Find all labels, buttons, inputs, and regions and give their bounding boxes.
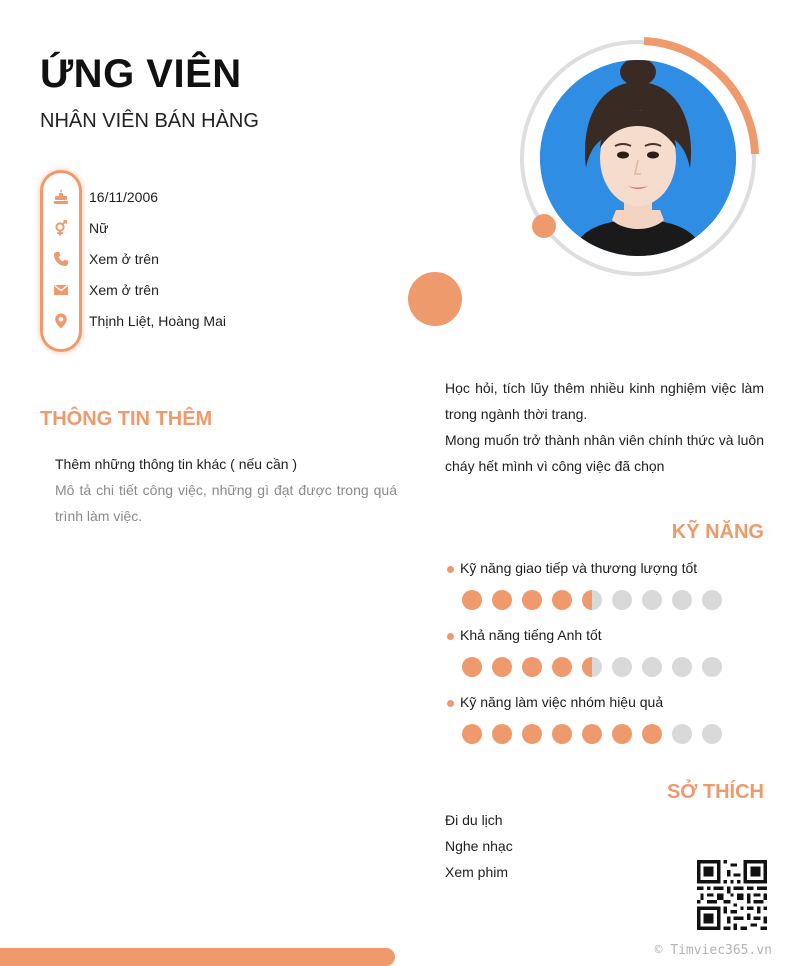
rating-dot xyxy=(552,657,572,677)
rating-dot xyxy=(672,657,692,677)
brand-watermark: © Timviec365.vn xyxy=(654,943,772,958)
footer-accent-bar xyxy=(0,948,395,966)
job-title: NHÂN VIÊN BÁN HÀNG xyxy=(40,110,259,132)
skill-name: Kỹ năng làm việc nhóm hiệu quả xyxy=(460,694,664,710)
bullet-icon xyxy=(447,633,454,640)
rating-dot xyxy=(462,657,482,677)
skill-name: Kỹ năng giao tiếp và thương lượng tốt xyxy=(460,560,698,576)
rating-dot xyxy=(702,657,722,677)
candidate-name: ỨNG VIÊN xyxy=(40,52,242,96)
bullet-icon xyxy=(447,566,454,573)
rating-dot xyxy=(702,724,722,744)
contact-item-email xyxy=(52,278,159,302)
decorative-dot-small xyxy=(532,214,556,238)
rating-dot xyxy=(462,724,482,744)
skills-title: KỸ NĂNG xyxy=(671,521,764,543)
objective-line: Mong muốn trở thành nhân viên chính thức và luôn cháy hết mình vì công việc đã chọn xyxy=(445,432,764,474)
gender-icon xyxy=(52,219,70,237)
location-icon xyxy=(52,312,70,330)
rating-dot xyxy=(552,590,572,610)
contact-phone: Xem ở trên xyxy=(89,251,159,267)
rating-dot xyxy=(672,724,692,744)
rating-dot xyxy=(642,724,662,744)
rating-dot xyxy=(492,657,512,677)
bullet-icon xyxy=(447,700,454,707)
hobby-item: Nghe nhạc xyxy=(445,838,513,854)
rating-dot xyxy=(612,590,632,610)
rating-dot xyxy=(642,657,662,677)
email-icon xyxy=(52,281,70,299)
hobby-item: Xem phim xyxy=(445,864,509,880)
rating-dot xyxy=(672,590,692,610)
qr-code xyxy=(697,860,767,930)
rating-dot xyxy=(612,724,632,744)
rating-dot xyxy=(612,657,632,677)
rating-dot xyxy=(492,724,512,744)
decorative-dot-large xyxy=(408,272,462,326)
rating-dot xyxy=(522,590,542,610)
rating-dot xyxy=(522,657,542,677)
contact-address: Thịnh Liệt, Hoàng Mai xyxy=(89,313,226,329)
avatar xyxy=(540,60,736,256)
more-info-title: THÔNG TIN THÊM xyxy=(40,408,213,430)
phone-icon xyxy=(52,250,70,268)
more-info-heading: Thêm những thông tin khác ( nếu cần ) xyxy=(55,456,298,472)
contact-item-phone xyxy=(52,247,159,271)
birthday-cake-icon xyxy=(52,188,70,206)
rating-dot xyxy=(522,724,542,744)
rating-dot xyxy=(642,590,662,610)
rating-dot xyxy=(582,657,602,677)
contact-birthday: 16/11/2006 xyxy=(89,189,159,205)
contact-gender: Nữ xyxy=(89,220,109,236)
rating-dot xyxy=(702,590,722,610)
rating-dot xyxy=(582,590,602,610)
rating-dot xyxy=(492,590,512,610)
hobby-item: Đi du lịch xyxy=(445,812,503,828)
rating-dot xyxy=(552,724,572,744)
rating-dot xyxy=(582,724,602,744)
contact-item-address xyxy=(52,309,226,333)
contact-item-gender xyxy=(52,216,109,240)
skill-name: Khả năng tiếng Anh tốt xyxy=(460,627,602,643)
contact-email: Xem ở trên xyxy=(89,282,159,298)
profile-photo xyxy=(540,60,736,256)
hobbies-title: SỞ THÍCH xyxy=(666,781,764,803)
career-objective xyxy=(445,375,764,479)
more-info-description: Mô tả chi tiết công việc, những gì đạt được trong quá trình làm việc. xyxy=(55,482,397,524)
objective-line: Học hỏi, tích lũy thêm nhiều kinh nghiệm việc làm trong ngành thời trang. xyxy=(445,380,764,422)
hobby-list xyxy=(445,807,513,885)
rating-dot xyxy=(462,590,482,610)
contact-item-birthday xyxy=(52,185,159,209)
